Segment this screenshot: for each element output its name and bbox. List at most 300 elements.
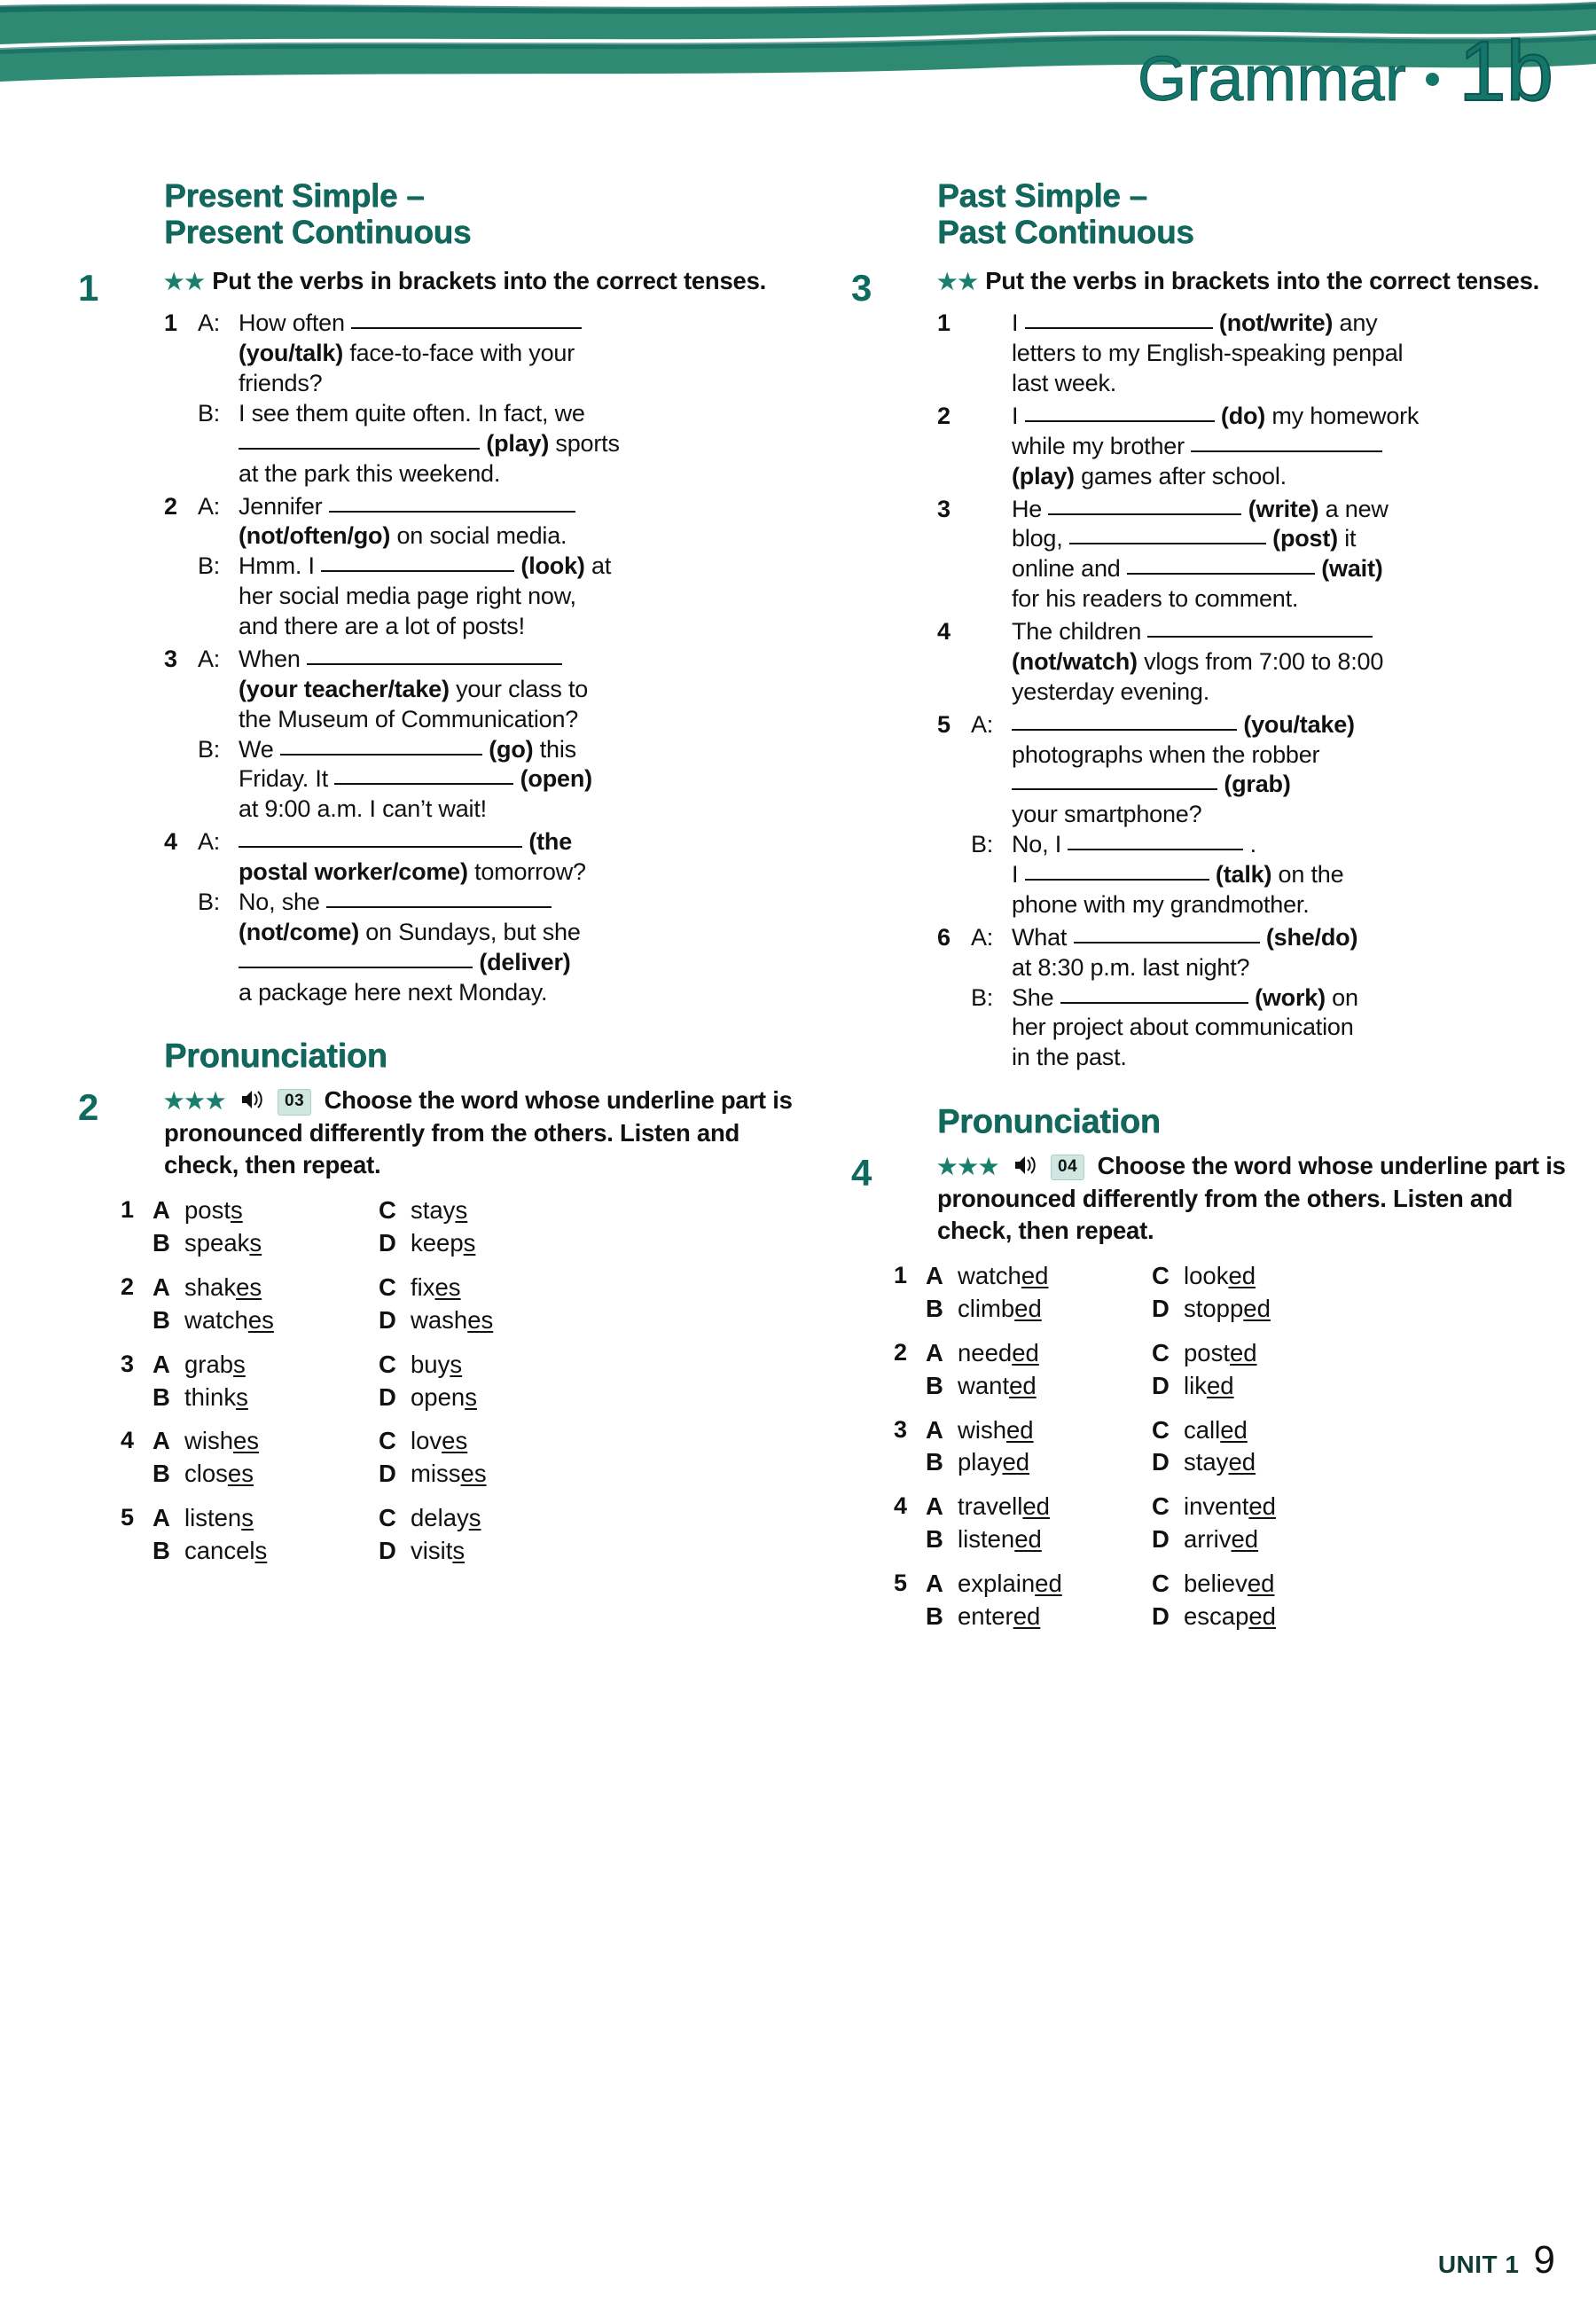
difficulty-stars: ★★★ [937,1154,1000,1179]
exercise-3-items[interactable] [937,309,1569,1073]
exercise-item [937,617,1569,708]
speaker-label [198,764,239,795]
speaker-label [971,740,1012,771]
option-column [379,1425,605,1491]
answer-blank[interactable] [1069,525,1266,544]
sentence-text: on [1325,983,1358,1011]
underlined-part: s [465,1382,477,1411]
answer-blank[interactable] [1127,555,1315,575]
option-d[interactable] [1152,1523,1378,1556]
option-letter: B [153,1537,170,1565]
exercise-item [937,309,1569,399]
sentence-text: her project about communication [1012,1014,1354,1041]
option-letter: A [926,1262,943,1290]
item-line [198,492,796,522]
option-letter: C [379,1350,396,1378]
answer-blank[interactable] [1025,861,1209,881]
speaker-label: B: [971,831,994,858]
option-a[interactable] [153,1194,379,1227]
answer-blank[interactable] [1074,924,1260,944]
speaker-label [971,647,1012,677]
speaker-label [198,795,239,825]
underlined-part: ed [1247,1569,1275,1597]
answer-blank[interactable] [239,430,480,450]
option-word: wishes [184,1427,260,1455]
speaker-icon[interactable] [1013,1152,1040,1183]
underlined-part: ed [1014,1525,1042,1554]
line-text [1012,740,1569,771]
section-heading-past-tenses [937,177,1569,251]
item-line [198,764,796,795]
answer-blank[interactable] [1060,984,1248,1004]
speaker-label [971,554,1012,584]
option-d[interactable] [379,1535,605,1568]
sentence-text: sports [549,429,620,457]
sentence-text: at 9:00 a.m. I can’t wait! [239,795,487,823]
answer-blank[interactable] [1012,711,1237,731]
underlined-part: s [249,1229,262,1257]
verb-prompt: (play) [486,429,550,457]
exercise-2-word-rows[interactable] [121,1194,796,1567]
line-text [1012,953,1569,983]
speaker-label [198,459,239,489]
underlined-part: ed [1248,1492,1276,1521]
item-line [198,582,796,612]
pronunciation-row [121,1502,796,1568]
option-column [926,1260,1152,1326]
item-line [971,890,1569,920]
option-word: stayed [1184,1448,1256,1476]
option-column [1152,1337,1378,1403]
line-text [1012,647,1569,677]
underlined-part: ed [1229,1338,1257,1366]
item-line [198,735,796,765]
underlined-part: ed [1021,1262,1049,1290]
answer-blank[interactable] [1012,771,1217,790]
sentence-text: my homework [1265,402,1420,429]
line-text [239,827,796,857]
item-line [198,521,796,552]
line-text [239,918,796,948]
line-text [239,978,796,1008]
sentence-text [1241,496,1248,522]
sentence-text: When [239,645,308,672]
option-b[interactable] [926,1370,1152,1403]
line-text [239,369,796,399]
item-line [971,647,1569,677]
exercise-1-items[interactable] [164,309,796,1007]
option-d[interactable] [1152,1446,1378,1479]
option-a[interactable] [926,1491,1152,1523]
audio-track-badge[interactable]: 03 [278,1089,311,1116]
difficulty-stars: ★★ [164,269,206,294]
answer-blank[interactable] [239,828,522,848]
row-options [926,1491,1569,1556]
item-line [971,1013,1569,1043]
speaker-label: A: [198,645,221,672]
option-word: washes [411,1305,494,1334]
underlined-part: es [236,1273,262,1302]
exercise-1-rubric [164,265,796,296]
item-number: 2 [937,402,951,429]
sentence-text: The children [1012,618,1148,646]
speaker-label [971,462,1012,492]
option-c[interactable] [379,1349,605,1382]
heading-line-2: Present Continuous [164,214,472,251]
option-word: believed [1184,1569,1275,1597]
exercise-item [164,827,796,1007]
exercise-3-rubric [937,265,1569,296]
option-letter: A [153,1427,170,1455]
item-line [198,645,796,675]
option-d[interactable] [1152,1293,1378,1326]
option-letter: D [1152,1295,1170,1323]
option-word: posted [1184,1338,1257,1366]
line-text [1012,1013,1569,1043]
speaker-label: A: [198,309,221,337]
speaker-label [198,369,239,399]
row-options [926,1568,1569,1633]
item-lines [198,827,796,1007]
option-letter: D [379,1537,396,1565]
answer-blank[interactable] [280,736,482,756]
option-word: opens [411,1382,477,1411]
sentence-text: last week. [1012,370,1117,397]
option-a[interactable] [926,1337,1152,1370]
speaker-label: B: [198,888,221,915]
option-a[interactable] [926,1414,1152,1447]
answer-blank[interactable] [1191,433,1382,452]
option-b[interactable] [926,1446,1152,1479]
answer-blank[interactable] [1025,403,1215,422]
item-line [971,710,1569,740]
verb-prompt: (grab) [1224,771,1291,798]
line-text [239,764,796,795]
option-word: delays [411,1504,481,1532]
option-column [153,1425,379,1491]
option-b[interactable] [153,1458,379,1491]
item-line [971,369,1569,399]
speaker-label [971,890,1012,920]
line-text [1012,677,1569,708]
speaker-label [971,309,1012,339]
header-separator-dot [1426,73,1439,86]
pronunciation-row [121,1425,796,1491]
option-d[interactable] [379,1227,605,1260]
sentence-text: He [1012,495,1049,522]
option-letter: C [379,1427,396,1455]
sentence-text [1209,861,1216,888]
sentence-text [513,765,520,792]
option-letter: B [926,1371,943,1399]
row-number: 4 [894,1492,908,1520]
option-word: stopped [1184,1295,1271,1323]
item-number: 6 [937,923,951,951]
option-c[interactable] [1152,1491,1378,1523]
option-letter: C [379,1504,396,1532]
exercise-1-rubric-text: Put the verbs in brackets into the correct tenses. [212,266,766,294]
answer-blank[interactable] [239,949,473,968]
difficulty-stars: ★★★ [164,1089,227,1115]
exercise-4-word-rows[interactable] [894,1260,1569,1633]
option-a[interactable] [153,1349,379,1382]
line-text [239,857,796,888]
sentence-text: tomorrow? [467,858,586,886]
line-text [239,492,796,522]
sentence-text: this [533,735,576,763]
option-d[interactable] [379,1458,605,1491]
speaker-label: B: [198,552,221,580]
exercise-4-rubric-text: Choose the word whose underline part is pronounced differently from the others. Listen and check, then repeat. [937,1151,1566,1244]
exercise-item [937,402,1569,492]
option-letter: A [926,1415,943,1444]
option-word: listens [184,1504,254,1532]
line-text [1012,309,1569,339]
option-letter: B [926,1601,943,1630]
option-word: stays [411,1196,468,1225]
item-number: 3 [164,645,178,672]
speaker-label [198,339,239,369]
option-d[interactable] [379,1304,605,1337]
item-lines [971,923,1569,1073]
option-b[interactable] [153,1304,379,1337]
item-line [971,923,1569,953]
row-number: 2 [894,1338,908,1366]
option-word: shakes [184,1273,262,1302]
answer-blank[interactable] [334,765,513,785]
item-lines [971,710,1569,920]
underlined-part: s [450,1350,463,1378]
underlined-part: s [233,1350,246,1378]
line-text [239,795,796,825]
sentence-text: and there are a lot of posts! [239,613,525,640]
option-letter: D [379,1305,396,1334]
underlined-part: s [254,1537,268,1565]
option-word: speaks [184,1229,262,1257]
line-text [239,521,796,552]
answer-blank[interactable] [326,889,552,908]
sentence-text: We [239,735,280,763]
exercise-4-rubric [937,1150,1569,1246]
speaker-label [971,1043,1012,1073]
exercise-item [164,309,796,489]
item-line [198,857,796,888]
item-line [198,827,796,857]
option-letter: B [153,1305,170,1334]
verb-prompt: (look) [520,552,585,580]
option-b[interactable] [153,1382,379,1414]
line-text [1012,830,1569,860]
sentence-text: No, I [1012,831,1068,858]
option-letter: C [1152,1415,1170,1444]
option-c[interactable] [379,1425,605,1458]
answer-blank[interactable] [321,552,514,572]
sentence-text: online and [1012,555,1127,583]
option-c[interactable] [379,1194,605,1227]
option-c[interactable] [379,1272,605,1304]
option-d[interactable] [1152,1601,1378,1633]
page-title: Grammar [1137,44,1407,114]
line-text [1012,923,1569,953]
item-line [198,309,796,339]
option-word: visits [411,1537,466,1565]
underlined-part: ed [1035,1569,1062,1597]
speaker-label [971,860,1012,890]
exercise-2-rubric-text: Choose the word whose underline part is pronounced differently from the others. Listen and check, then repeat. [164,1086,793,1178]
speaker-label: B: [198,735,221,763]
speaker-icon[interactable] [240,1086,267,1117]
option-column [153,1502,379,1568]
option-word: buys [411,1350,463,1378]
speaker-label [198,675,239,705]
line-text [1012,710,1569,740]
option-letter: D [379,1460,396,1488]
verb-prompt: (you/talk) [239,340,344,367]
option-a[interactable] [926,1568,1152,1601]
option-d[interactable] [379,1382,605,1414]
exercise-item [164,492,796,642]
item-number: 4 [164,828,178,856]
option-word: thinks [184,1382,248,1411]
underlined-part: ed [1013,1601,1041,1630]
answer-blank[interactable] [351,309,582,329]
option-word: wanted [958,1371,1037,1399]
sentence-text: on social media. [390,522,567,550]
option-b[interactable] [153,1227,379,1260]
option-c[interactable] [1152,1568,1378,1601]
option-letter: C [379,1273,396,1302]
sentence-text: I see them quite often. In fact, we [239,399,585,427]
verb-prompt: (your teacher/take) [239,675,450,702]
item-number: 1 [164,309,178,337]
underlined-part: es [442,1427,468,1455]
speaker-label [971,339,1012,369]
option-c[interactable] [1152,1260,1378,1293]
answer-blank[interactable] [307,646,562,665]
option-c[interactable] [1152,1337,1378,1370]
speaker-label [971,1013,1012,1043]
option-letter: C [1152,1492,1170,1521]
item-lines [198,645,796,825]
row-number: 2 [121,1273,135,1301]
page-footer [1438,2238,1555,2282]
underlined-part: ed [1006,1415,1034,1444]
option-b[interactable] [153,1535,379,1568]
answer-blank[interactable] [1147,618,1373,638]
sentence-text: Friday. It [239,765,335,793]
line-text [1012,617,1569,647]
line-text [239,888,796,918]
exercise-item [937,923,1569,1073]
option-letter: D [1152,1371,1170,1399]
page-header [1137,24,1553,119]
row-options [926,1414,1569,1480]
sentence-text [1213,309,1219,336]
row-number: 3 [894,1415,908,1443]
line-text [239,612,796,642]
speaker-label: A: [971,710,994,738]
verb-prompt: (open) [520,765,592,793]
option-a[interactable] [926,1260,1152,1293]
underlined-part: ed [1231,1525,1259,1554]
audio-track-badge[interactable]: 04 [1051,1155,1084,1181]
underlined-part: ed [1014,1295,1042,1323]
sentence-text: face-to-face with your [343,340,575,367]
verb-prompt: (go) [489,735,534,763]
exercise-item [937,495,1569,615]
option-a[interactable] [153,1272,379,1304]
answer-blank[interactable] [1048,496,1241,515]
row-number: 4 [121,1427,135,1454]
underlined-part: s [236,1382,248,1411]
footer-page-number: 9 [1533,2238,1555,2282]
verb-prompt: (she/do) [1265,923,1358,951]
option-c[interactable] [1152,1414,1378,1447]
sentence-text [1260,924,1266,951]
verb-prompt: (play) [1012,462,1075,489]
answer-blank[interactable] [329,493,575,513]
answer-blank[interactable] [1068,831,1243,850]
option-word: escaped [1184,1601,1276,1630]
option-word: keeps [411,1229,476,1257]
option-b[interactable] [926,1601,1152,1633]
item-line [971,800,1569,830]
exercise-item [937,710,1569,920]
sentence-text: at [584,552,612,580]
speaker-label [971,770,1012,800]
option-d[interactable] [1152,1370,1378,1403]
item-line [198,705,796,735]
sentence-text [1215,403,1221,429]
option-column [926,1337,1152,1403]
underlined-part: ed [1009,1371,1037,1399]
option-b[interactable] [926,1523,1152,1556]
item-line [971,953,1569,983]
option-a[interactable] [153,1502,379,1535]
option-column [926,1414,1152,1480]
exercise-4-number: 4 [851,1151,872,1194]
sentence-text: I [1012,861,1025,889]
line-text [1012,339,1569,369]
verb-prompt: (work) [1255,983,1326,1011]
line-text [1012,1043,1569,1073]
option-c[interactable] [379,1502,605,1535]
verb-prompt: (talk) [1215,861,1272,889]
answer-blank[interactable] [1025,309,1213,329]
line-text [1012,524,1569,554]
option-column [153,1194,379,1260]
difficulty-stars: ★★ [937,269,979,294]
item-number: 4 [937,618,951,646]
underlined-part: ed [1012,1338,1039,1366]
verb-prompt: (not/watch) [1012,647,1138,675]
line-text [239,459,796,489]
option-b[interactable] [926,1293,1152,1326]
item-line [971,830,1569,860]
line-text [1012,402,1569,432]
sentence-text: at 8:30 p.m. last night? [1012,953,1250,981]
sentence-text: at the park this weekend. [239,459,501,487]
option-word: needed [958,1338,1039,1366]
option-a[interactable] [153,1425,379,1458]
option-column [379,1349,605,1414]
exercise-4 [851,1150,1569,1246]
speaker-label [198,582,239,612]
option-column [153,1272,379,1337]
sentence-text: it [1337,525,1357,552]
option-letter: C [1152,1262,1170,1290]
item-lines [198,309,796,489]
